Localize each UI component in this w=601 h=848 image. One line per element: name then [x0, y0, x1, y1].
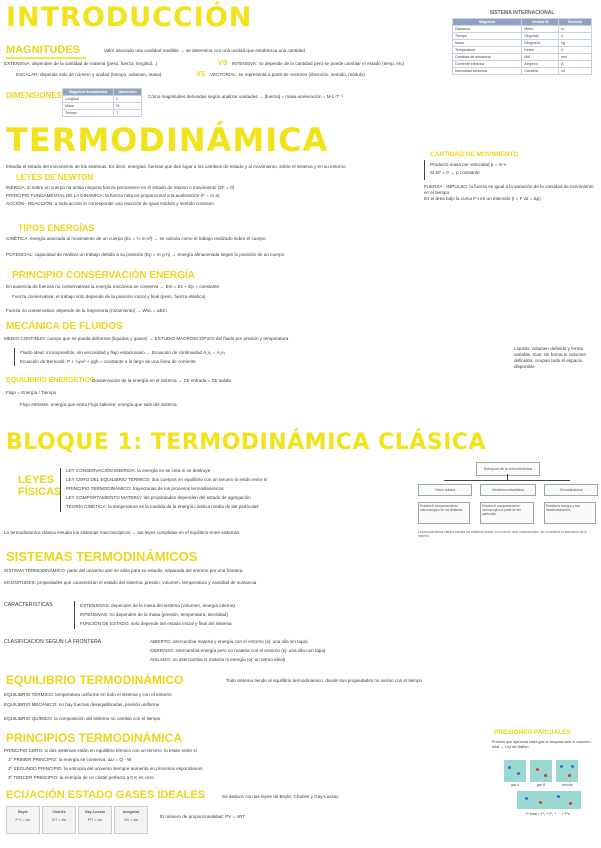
ley-item: LEY COMPORTAMIENTO MATERIA: las propiedades dependen del estado de agregación [66, 495, 251, 500]
ley-item: TEORÍA CINÉTICA: la temperatura es la medida de la energía cinética media de las partículas [66, 504, 259, 509]
law-card-text: P·V = cte [15, 818, 31, 822]
sistemas-line: SISTEMA TERMODINÁMICO: parte del universo que se aísla para su estudio, separada del entorno por una frontera [4, 568, 243, 573]
cell: Kelvin [522, 47, 559, 54]
brace [14, 348, 17, 366]
table-row [63, 110, 142, 117]
law-card-title: Avogadro [122, 810, 140, 814]
equilibrio-item: EQUILIBRIO TÉRMICO: temperatura uniforme en todo el sistema y con el entorno [4, 692, 172, 697]
extensiva-text: EXTENSIVA: dependen de la cantidad de materia (peso, fuerza, longitud...) [4, 61, 158, 66]
law-card-title: Charles [52, 810, 66, 814]
gas-b-container [530, 760, 552, 782]
equilibrio-energetico-heading: EQUILIBRIO ENERGÉTICO [6, 377, 96, 384]
gas-label: mezcla [561, 783, 573, 787]
intensiva-text: INTENSIVA: no depende de la cantidad pero se puede cambiar el estado (temp, etc) [232, 61, 405, 66]
law-card-title: Boyle [18, 810, 28, 814]
dimensiones-heading: DIMENSIONES [6, 91, 63, 100]
ley-item: PRINCIPIO TERMODINÁMICO: trayectorias de los procesos termodinámicos [66, 486, 224, 491]
law-card-title: Gay-Lussac [84, 810, 106, 814]
table-row [453, 33, 592, 40]
bloque1-title: BLOQUE 1: TERMODINÁMICA CLÁSICA [6, 430, 486, 455]
cinetica-text: CINÉTICA: energía asociada al movimiento de un cuerpo (Ec = ½·m·v²) → se calcula como el trabajo realizado sobre el cuerpo [6, 236, 266, 241]
cell: mol [559, 54, 592, 61]
equilibrio-termo-text: Todo sistema tiende al equilibrio termodinámico, donde sus propiedades no varían con el tiempo [226, 678, 423, 683]
law-card-text: P/T = cte [87, 818, 103, 822]
cell: cd [559, 68, 592, 75]
termo-title: TERMODINÁMICA [6, 121, 329, 159]
approaches-diagram [414, 462, 600, 552]
equilibrio-item: EQUILIBRIO QUÍMICO: la composición del sistema no cambia con el tiempo [4, 716, 161, 721]
ecuacion-heading: ECUACIÓN ESTADO GASES IDEALES [6, 789, 206, 801]
presiones-heading: PRESIONES PARCIALES [494, 729, 571, 736]
ley-item: LEY CERO DEL EQUILIBRIO TÉRMICO: dos cuerpos en equilibrio con un tercero lo están entre sí [66, 477, 268, 482]
equilibrio-line: Flujo entrante: energía que entra Flujo saliente: energía que sale del sistema [20, 402, 177, 407]
cell: T [114, 110, 142, 117]
si-th: Símbolo [559, 19, 592, 26]
leyes-newton-heading: LEYES DE NEWTON [16, 173, 94, 182]
cell: kg [559, 40, 592, 47]
termo-intro: Estudia el estado del movimiento de los sistemas. Es decir, energías, fuerzas que dan lugar a los cambios de estado y al movimiento, sobre el sistema y en su entorno [6, 164, 346, 169]
cell: Tiempo [453, 33, 522, 40]
ecuacion-formula: El número de proporcionalidad: PV = nRT [160, 814, 246, 819]
fluidos-line: Ecuación de Bernoulli: P + ½ρv² + ρgh = constante a lo largo de una línea de corriente [20, 359, 196, 364]
ley-item: LEY CONSERVACIÓN ENERGÍA: la energía no se crea ni se destruye [66, 468, 211, 473]
cell: Segundo [522, 33, 559, 40]
combined-container [517, 791, 581, 809]
equilibrio-item: EQUILIBRIO MECÁNICO: no hay fuerzas desequilibradas, presión uniforme [4, 702, 160, 707]
intro-title: INTRODUCCIÓN [6, 2, 253, 33]
cell: Candela [522, 68, 559, 75]
gas-label: gas A [510, 783, 520, 787]
law-card-text: V/T = cte [51, 818, 67, 822]
caracteristica-item: INTENSIVAS: no dependen de la masa (presión, temperatura, densidad) [80, 612, 229, 617]
dim-th: Dimensión [114, 89, 142, 96]
diagram-root: Enfoques de la termodinámica [476, 462, 540, 476]
ecuacion-text: Se deduce con las leyes de Boyle, Charles y Gay-Lussac [222, 794, 339, 799]
sistemas-line: MAGNITUDES: propiedades que caracterizan el estado del sistema: presión, volumen, temperatura y cantidad de sustancia [4, 580, 257, 585]
table-row [453, 68, 592, 75]
cell: Masa [453, 40, 522, 47]
conservacion-line: En ausencia de fuerzas no conservativas la energía mecánica se conserva → Em = Ec + Ep = constante [6, 284, 220, 289]
brace [424, 160, 427, 180]
principio-item: PRINCIPIO CERO: si dos sistemas están en equilibrio térmico con un tercero, lo están entre sí [4, 748, 197, 753]
conservacion-heading: PRINCIPIO CONSERVACIÓN ENERGÍA [12, 270, 195, 281]
vs-label: VS [218, 60, 228, 67]
cell: Mol [522, 54, 559, 61]
fluidos-line: MEDIO CONTINUO: cuerpo que se puede deformar (líquidos y gases) → ESTUDIO MACROSCÓPICO del fluido por presión y temperatura [4, 336, 289, 341]
gas-a-container [504, 760, 526, 782]
gas-label: gas B [536, 783, 546, 787]
dim-th: Magnitud fundamental [63, 89, 114, 96]
si-table-title: SISTEMA INTERNACIONAL [489, 10, 555, 16]
vs-label: VS [196, 71, 206, 78]
si-table [452, 18, 592, 75]
cell: Amperio [522, 61, 559, 68]
diagram-caption: La termodinámica clásica estudia los sistemas desde un punto de vista macroscópico, sin considerar la estructura de la materia [418, 530, 587, 538]
diagram-box: Visión clásica [418, 484, 472, 496]
law-card [42, 806, 76, 834]
potencial-text: POTENCIAL: capacidad de realizar un trabajo debido a su posición (Ep = m·g·h) → energía almacenada según la posición de un cuerpo [6, 252, 285, 257]
cell: Metro [522, 26, 559, 33]
cell: L [114, 96, 142, 103]
bloque1-footer: La termodinámica clásica estudia los sistemas macroscópicos → las leyes cumplidas en el equilibrio entre sistemas [4, 530, 240, 535]
dimensiones-text: Cómo magnitudes derivadas según analizar unidades → [fuerza] = masa·aceleración = M·L·T⁻² [148, 94, 343, 99]
caracteristica-item: EXTENSIVAS: dependen de la masa del sistema (volumen, energía interna) [80, 603, 235, 608]
cell: Masa [63, 103, 114, 110]
fluidos-heading: MECÁNICA DE FLUIDOS [6, 321, 123, 332]
brace [74, 601, 77, 629]
table-row [453, 54, 592, 61]
cell: Cantidad de sustancia [453, 54, 522, 61]
diagram-box: Termodinámica [544, 484, 598, 496]
cantidad-extra: Es el área bajo la curva F-t en un intervalo (I = F·Δt = Δp) [424, 196, 541, 201]
table-row [453, 61, 592, 68]
table-row [453, 40, 592, 47]
leyes-fisicas-heading: LEYES FÍSICAS [18, 474, 62, 498]
fluidos-line: Fluido ideal: incompresible, sin viscosidad y flujo estacionario → Ecuación de continuidad A₁v₁ = A₂v₂ [20, 350, 226, 355]
magnitudes-heading: MAGNITUDES [6, 44, 80, 56]
caracteristica-item: FUNCIÓN DE ESTADO: solo depende del estado inicial y final del sistema [80, 621, 232, 626]
cell: A [559, 61, 592, 68]
si-th: Unidad SI [522, 19, 559, 26]
sistemas-heading: SISTEMAS TERMODINÁMICOS [6, 549, 198, 564]
cell: Longitud [63, 96, 114, 103]
energias-heading: TIPOS ENERGÍAS [18, 223, 95, 233]
list-item: INERCIA: si sobre un cuerpo no actúa ninguna fuerza permanece en el estado de reposo o movimiento (ΣF = 0) [6, 185, 235, 190]
cell: M [114, 103, 142, 110]
cell: Corriente eléctrica [453, 61, 522, 68]
equilibrio-termo-heading: EQUILIBRIO TERMODINÁMICO [6, 673, 184, 687]
table-row [63, 96, 142, 103]
list-item: ACCIÓN - REACCIÓN: a toda acción le corresponde una reacción de igual módulo y sentido contrario [6, 201, 214, 206]
cell: Temperatura [453, 47, 522, 54]
principio-item: 2º SEGUNDO PRINCIPIO: la entropía del universo siempre aumenta en procesos espontáneos [8, 766, 203, 771]
clasificacion-label: CLASIFICACIÓN SEGÚN LA FRONTERA [4, 639, 102, 645]
conservacion-line: Fuerza conservativa: el trabajo solo depende de la posición inicial y final (peso, fuerza elástica) [12, 294, 206, 299]
table-row [63, 103, 142, 110]
law-card [78, 806, 112, 834]
cell: s [559, 33, 592, 40]
law-card [114, 806, 148, 834]
table-row [453, 47, 592, 54]
cantidad-extra: FUERZA - IMPULSO: la fuerza es igual a la variación de la cantidad de movimiento en el tiempo [424, 184, 594, 195]
clasificacion-item: CERRADO: intercambia energía pero no materia con el entorno (ej: una olla con tapa) [150, 648, 326, 653]
equilibrio-energetico-text: Conservación de la energía en el sistema → ΣE entrada = ΣE salida [92, 378, 231, 383]
mixture-container [556, 760, 578, 782]
table-row [453, 26, 592, 33]
equilibrio-line: Flujo = Energía / Tiempo [6, 390, 57, 395]
law-card [6, 806, 40, 834]
vectorial-text: VECTORIAL: se representa a partir de vectores (dirección, sentido, módulo) [210, 72, 365, 77]
list-item: PRINCIPIO FUNDAMENTAL DE LA DINÁMICA: la fuerza neta es proporcional a la aceleración (F = m·a) [6, 193, 220, 198]
si-th: Magnitud [453, 19, 522, 26]
clasificacion-item: AISLADO: no intercambia ni materia ni energía (ej: un termo ideal) [150, 657, 286, 662]
cell: m [559, 26, 592, 33]
cell: Tiempo [63, 110, 114, 117]
connector [507, 474, 508, 480]
diagram-box: Mecánica estadística [480, 484, 536, 496]
brace [60, 468, 63, 512]
principio-item: 1º PRIMER PRINCIPIO: la energía se conserva, ΔU = Q - W [8, 757, 132, 762]
cantidad-heading: CANTIDAD DE MOVIMIENTO [430, 151, 519, 158]
presiones-text: Presión que ejercería cada gas si ocupara solo el volumen total → Ley de Dalton [492, 740, 591, 749]
law-card-text: V/n = cte [123, 818, 139, 822]
magnitudes-definition: Valor asociado una cualidad medible → se determina con una unidad que establezca una cantidad [104, 48, 305, 53]
cell: Distancia [453, 26, 522, 33]
diagram-note: Estudia el comportamiento macroscópico de los sistemas [418, 502, 470, 524]
principios-heading: PRINCIPIOS TERMODINÁMICA [6, 731, 183, 745]
dimensions-table [62, 88, 142, 117]
conservacion-line: Fuerza no conservativa: depende de la trayectoria (rozamiento) → Wnc = ΔEm [6, 308, 167, 313]
escalar-text: ESCALAR: depende solo de número y unidad (tiempo, volumen, masa) [16, 72, 162, 77]
cell: Intensidad luminosa [453, 68, 522, 75]
divider [6, 57, 86, 59]
diagram-note: Estudia el comportamiento microscópico a partir de las partículas [480, 502, 534, 524]
principio-item: 3º TERCER PRINCIPIO: la entropía de un cristal perfecto a 0 K es cero [8, 775, 154, 780]
connector [444, 480, 570, 481]
fluidos-side-note: Líquido: volumen definido y forma variable. Gas: sin forma ni volumen definidos, ocupan todo el espacio disponible [514, 346, 586, 369]
cell: Kilogramo [522, 40, 559, 47]
caracteristicas-label: CARACTERÍSTICAS [4, 602, 53, 608]
diagram-note: Estudia la energía y sus transformaciones [544, 502, 596, 524]
cantidad-line: Si ΣF = 0 → p constante [430, 170, 480, 175]
presiones-formula: P total = P₁ + P₂ + ... + Pn [526, 812, 570, 816]
cell: K [559, 47, 592, 54]
si-table-block [452, 10, 592, 75]
clasificacion-item: ABIERTO: intercambia materia y energía con el entorno (ej: una olla sin tapa) [150, 639, 308, 644]
cantidad-line: Producto masa por velocidad p = m·v [430, 162, 507, 167]
